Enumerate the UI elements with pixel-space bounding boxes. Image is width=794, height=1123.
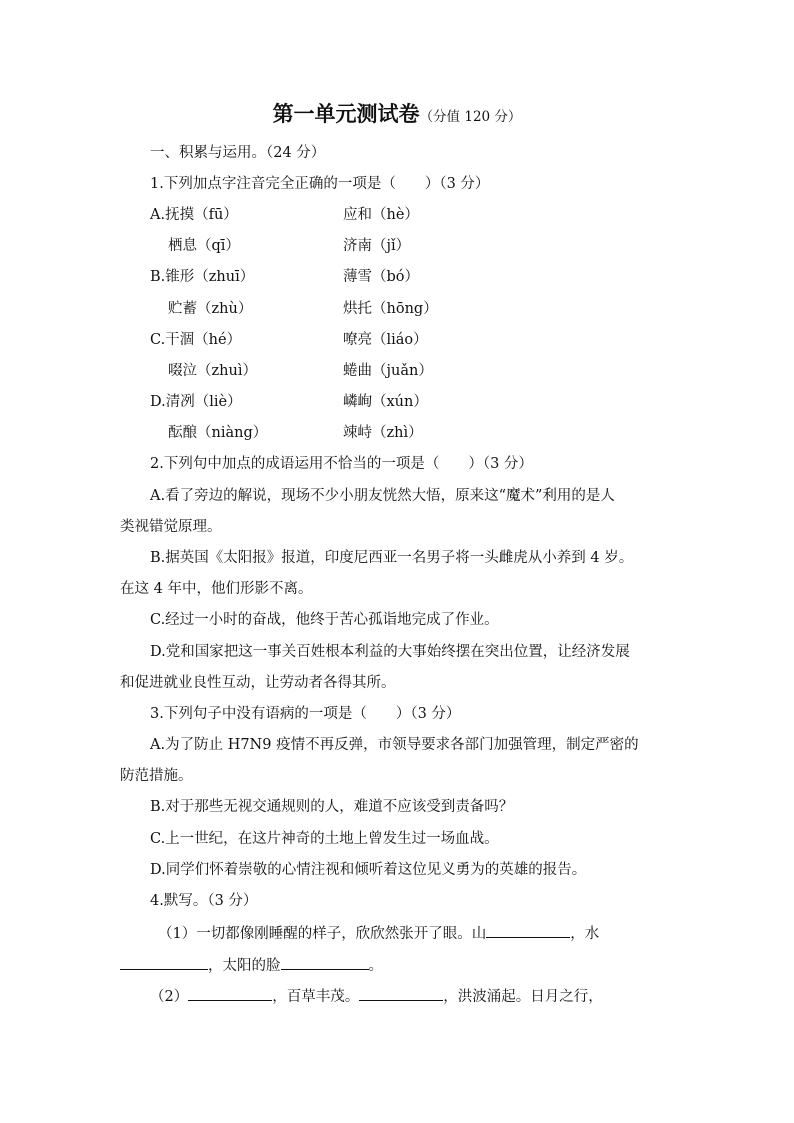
answer-blank[interactable]	[359, 985, 443, 1001]
q4-part2-text: （2）	[150, 989, 189, 1005]
section-heading: 一、积累与运用。（24 分）	[150, 145, 326, 161]
q1-option-c-3: 啜泣（zhuì）	[168, 363, 257, 379]
q2-stem: 2.下列句中加点的成语运用不恰当的一项是（ ）（3 分）	[150, 456, 533, 472]
q1-option-b-4: 烘托（hōng）	[343, 301, 438, 317]
q2-option-d: D.党和国家把这一事关百姓根本利益的大事始终摆在突出位置，让经济发展	[150, 644, 630, 660]
q4-part1-text: ，太阳的脸	[208, 958, 281, 974]
q3-option-b: B.对于那些无视交通规则的人，难道不应该受到责备吗？	[150, 799, 514, 815]
answer-blank[interactable]	[281, 954, 369, 970]
q4-part1-text: 。	[368, 958, 383, 974]
q1-option-b-1: B.锥形（zhuī）	[150, 269, 255, 285]
answer-blank[interactable]	[188, 985, 272, 1001]
q1-option-b-3: 贮蓄（zhù）	[168, 301, 253, 317]
q4-part1	[158, 922, 599, 944]
q2-option-d-cont: 和促进就业良性互动，让劳动者各得其所。	[120, 675, 396, 691]
q1-option-b-2: 薄雪（bó）	[343, 269, 420, 285]
page-title: 第一单元测试卷	[272, 102, 420, 126]
q2-option-b-cont: 在这 4 年中，他们形影不离。	[120, 581, 313, 597]
q2-option-a-cont: 类视错觉原理。	[120, 519, 222, 535]
q1-option-d-2: 嶙峋（xún）	[343, 394, 428, 410]
q1-option-a-4: 济南（jǐ）	[343, 238, 411, 254]
title-row	[0, 98, 794, 128]
q1-option-c-4: 蜷曲（juǎn）	[343, 363, 433, 379]
q1-option-d-4: 竦峙（zhì）	[343, 425, 423, 441]
q3-stem: 3.下列句子中没有语病的一项是（ ）（3 分）	[150, 706, 461, 722]
q4-part1-cont	[120, 954, 383, 976]
q1-option-a-3: 栖息（qī）	[168, 238, 240, 254]
score-note: （分值 120 分）	[419, 109, 522, 125]
q1-option-a-1: A.抚摸（fū）	[150, 207, 238, 223]
q3-option-a-cont: 防范措施。	[120, 768, 193, 784]
q3-option-d: D.同学们怀着崇敬的心情注视和倾听着这位见义勇为的英雄的报告。	[150, 862, 587, 878]
q1-option-a-2: 应和（hè）	[343, 207, 419, 223]
q3-option-c: C.上一世纪，在这片神奇的土地上曾发生过一场血战。	[150, 831, 499, 847]
q3-option-a: A.为了防止 H7N9 疫情不再反弹，市领导要求各部门加强管理，制定严密的	[150, 737, 639, 753]
q4-part2	[150, 985, 603, 1007]
q1-option-c-1: C.干涸（hé）	[150, 332, 242, 348]
q2-option-c: C.经过一小时的奋战，他终于苦心孤诣地完成了作业。	[150, 612, 499, 628]
q4-part1-text: （1）一切都像刚睡醒的样子，欣欣然张开了眼。山	[158, 926, 487, 942]
q1-option-d-3: 酝酿（niàng）	[168, 425, 268, 441]
q4-part2-text: ，洪波涌起。日月之行，	[443, 989, 603, 1005]
answer-blank[interactable]	[486, 922, 570, 938]
q4-part2-text: ，百草丰茂。	[272, 989, 360, 1005]
answer-blank[interactable]	[120, 954, 208, 970]
q1-option-d-1: D.清冽（liè）	[150, 394, 242, 410]
q1-stem: 1.下列加点字注音完全正确的一项是（ ）（3 分）	[150, 176, 490, 192]
q1-option-c-2: 嘹亮（liáo）	[343, 332, 428, 348]
q4-stem: 4.默写。（3 分）	[150, 893, 258, 909]
q2-option-a: A.看了旁边的解说，现场不少小朋友恍然大悟，原来这“魔术”利用的是人	[150, 488, 615, 504]
q4-part1-text: ，水	[570, 926, 600, 942]
q2-option-b: B.据英国《太阳报》报道，印度尼西亚一名男子将一头雌虎从小养到 4 岁。	[150, 550, 634, 566]
